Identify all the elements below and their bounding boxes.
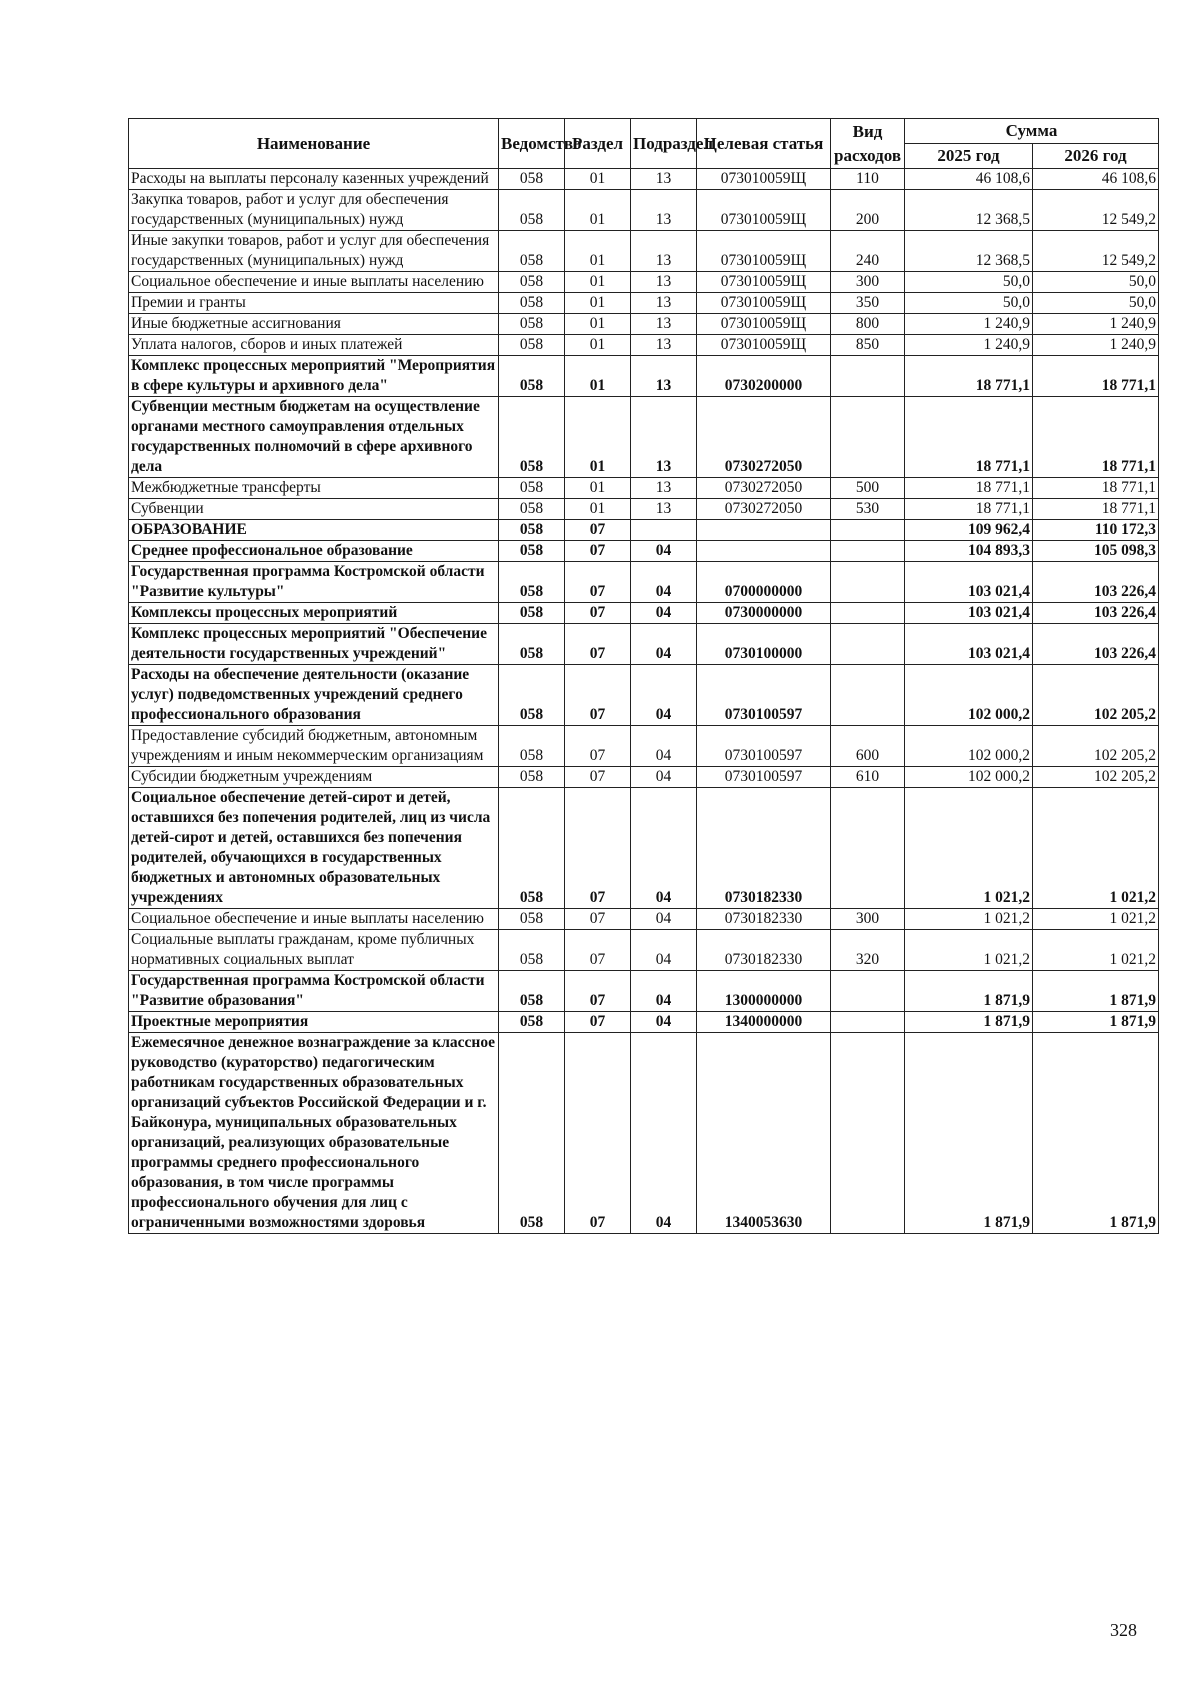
cell-2025: 1 871,9 [905, 1012, 1033, 1033]
table-row [129, 520, 1159, 541]
cell-name: Расходы на обеспечение деятельности (оказание услуг) подведомственных учреждений среднего профессионального образования [129, 665, 499, 726]
header-2025: 2025 год [905, 144, 1033, 169]
cell-2026: 102 205,2 [1033, 665, 1159, 726]
cell-vid: 300 [831, 272, 905, 293]
cell-podrazdel: 13 [631, 499, 697, 520]
cell-vid [831, 665, 905, 726]
cell-stat: 0700000000 [697, 562, 831, 603]
cell-ved: 058 [499, 356, 565, 397]
cell-razdel: 07 [565, 520, 631, 541]
cell-2026: 102 205,2 [1033, 726, 1159, 767]
cell-razdel: 07 [565, 909, 631, 930]
cell-razdel: 07 [565, 726, 631, 767]
cell-vid [831, 397, 905, 478]
cell-2026: 1 021,2 [1033, 930, 1159, 971]
header-razdel: Раздел [565, 119, 631, 169]
table-row [129, 356, 1159, 397]
cell-2025: 18 771,1 [905, 356, 1033, 397]
cell-name: Предоставление субсидий бюджетным, автономным учреждениям и иным некоммерческим организациям [129, 726, 499, 767]
table-row [129, 971, 1159, 1012]
header-summa: Сумма [905, 119, 1159, 144]
cell-2026: 103 226,4 [1033, 603, 1159, 624]
cell-ved: 058 [499, 293, 565, 314]
cell-podrazdel: 04 [631, 562, 697, 603]
cell-2025: 102 000,2 [905, 767, 1033, 788]
cell-podrazdel: 13 [631, 231, 697, 272]
cell-2026: 103 226,4 [1033, 624, 1159, 665]
cell-name: Социальное обеспечение детей-сирот и детей, оставшихся без попечения родителей, лиц из числа детей-сирот и детей, оставшихся без попечения родителей, обучающихся в государственных бюджетных и автономных образовательных учреждениях [129, 788, 499, 909]
table-body [129, 169, 1159, 1234]
cell-vid: 610 [831, 767, 905, 788]
cell-ved: 058 [499, 190, 565, 231]
cell-razdel: 01 [565, 231, 631, 272]
cell-stat: 0730100000 [697, 624, 831, 665]
cell-podrazdel: 04 [631, 788, 697, 909]
cell-ved: 058 [499, 665, 565, 726]
cell-stat: 073010059Щ [697, 231, 831, 272]
cell-razdel: 01 [565, 356, 631, 397]
cell-vid [831, 356, 905, 397]
cell-2025: 104 893,3 [905, 541, 1033, 562]
cell-2025: 103 021,4 [905, 562, 1033, 603]
cell-2025: 1 021,2 [905, 788, 1033, 909]
header-name: Наименование [129, 119, 499, 169]
table-row [129, 190, 1159, 231]
cell-vid [831, 562, 905, 603]
cell-ved: 058 [499, 1033, 565, 1234]
table-row [129, 397, 1159, 478]
cell-stat: 1340000000 [697, 1012, 831, 1033]
cell-ved: 058 [499, 930, 565, 971]
cell-stat: 073010059Щ [697, 314, 831, 335]
table-row [129, 909, 1159, 930]
cell-name: Расходы на выплаты персоналу казенных учреждений [129, 169, 499, 190]
cell-2025: 103 021,4 [905, 603, 1033, 624]
table-row [129, 478, 1159, 499]
page-number: 328 [1110, 1620, 1137, 1640]
header-ved: Ведомство [499, 119, 565, 169]
cell-name: Социальные выплаты гражданам, кроме публичных нормативных социальных выплат [129, 930, 499, 971]
cell-razdel: 01 [565, 478, 631, 499]
table-row [129, 272, 1159, 293]
cell-podrazdel: 13 [631, 314, 697, 335]
cell-vid: 320 [831, 930, 905, 971]
cell-podrazdel: 04 [631, 1012, 697, 1033]
cell-razdel: 01 [565, 397, 631, 478]
table-row [129, 603, 1159, 624]
cell-name: Премии и гранты [129, 293, 499, 314]
cell-ved: 058 [499, 1012, 565, 1033]
cell-2025: 1 021,2 [905, 930, 1033, 971]
cell-podrazdel: 04 [631, 971, 697, 1012]
cell-2025: 1 240,9 [905, 335, 1033, 356]
cell-2025: 18 771,1 [905, 478, 1033, 499]
cell-stat: 0730182330 [697, 909, 831, 930]
cell-podrazdel: 04 [631, 665, 697, 726]
budget-table-sheet [128, 118, 1158, 1234]
cell-podrazdel: 04 [631, 541, 697, 562]
cell-2025: 18 771,1 [905, 397, 1033, 478]
table-row [129, 231, 1159, 272]
cell-2026: 1 240,9 [1033, 314, 1159, 335]
table-row [129, 314, 1159, 335]
cell-vid: 300 [831, 909, 905, 930]
cell-razdel: 07 [565, 788, 631, 909]
cell-razdel: 01 [565, 293, 631, 314]
cell-2026: 18 771,1 [1033, 499, 1159, 520]
cell-vid: 200 [831, 190, 905, 231]
cell-stat: 0730272050 [697, 397, 831, 478]
cell-podrazdel [631, 520, 697, 541]
cell-razdel: 01 [565, 190, 631, 231]
cell-vid [831, 788, 905, 909]
cell-ved: 058 [499, 499, 565, 520]
cell-podrazdel: 04 [631, 624, 697, 665]
cell-vid [831, 1033, 905, 1234]
cell-razdel: 01 [565, 314, 631, 335]
cell-name: Уплата налогов, сборов и иных платежей [129, 335, 499, 356]
cell-razdel: 07 [565, 1012, 631, 1033]
cell-razdel: 07 [565, 1033, 631, 1234]
table-row [129, 335, 1159, 356]
cell-podrazdel: 13 [631, 478, 697, 499]
cell-ved: 058 [499, 478, 565, 499]
cell-2026: 110 172,3 [1033, 520, 1159, 541]
cell-name: Комплекс процессных мероприятий "Мероприятия в сфере культуры и архивного дела" [129, 356, 499, 397]
cell-stat: 0730000000 [697, 603, 831, 624]
cell-ved: 058 [499, 726, 565, 767]
table-row [129, 541, 1159, 562]
cell-razdel: 07 [565, 971, 631, 1012]
cell-razdel: 07 [565, 541, 631, 562]
cell-name: Социальное обеспечение и иные выплаты населению [129, 272, 499, 293]
cell-stat: 0730200000 [697, 356, 831, 397]
cell-stat: 073010059Щ [697, 293, 831, 314]
table-row [129, 499, 1159, 520]
cell-ved: 058 [499, 788, 565, 909]
cell-stat: 1340053630 [697, 1033, 831, 1234]
cell-stat [697, 541, 831, 562]
cell-razdel: 01 [565, 169, 631, 190]
cell-name: Субвенции местным бюджетам на осуществление органами местного самоуправления отдельных государственных полномочий в сфере архивного дела [129, 397, 499, 478]
cell-stat: 0730272050 [697, 499, 831, 520]
cell-vid: 110 [831, 169, 905, 190]
header-vid: Вид расходов [831, 119, 905, 169]
table-row [129, 726, 1159, 767]
cell-2025: 102 000,2 [905, 726, 1033, 767]
cell-razdel: 07 [565, 930, 631, 971]
cell-podrazdel: 13 [631, 272, 697, 293]
cell-vid: 240 [831, 231, 905, 272]
cell-ved: 058 [499, 272, 565, 293]
cell-stat: 0730100597 [697, 767, 831, 788]
cell-vid [831, 541, 905, 562]
cell-podrazdel: 13 [631, 293, 697, 314]
cell-stat: 0730182330 [697, 788, 831, 909]
cell-2026: 12 549,2 [1033, 231, 1159, 272]
cell-2025: 18 771,1 [905, 499, 1033, 520]
cell-stat: 073010059Щ [697, 335, 831, 356]
cell-name: Ежемесячное денежное вознаграждение за классное руководство (кураторство) педагогическим работникам государственных образовательных организаций субъектов Российской Федерации и г. Байконура, муниципальных образовательных организаций, реализующих образовательные программы среднего профессионального образования, в том числе программы профессионального обучения для лиц с ограниченными возможностями здоровья [129, 1033, 499, 1234]
cell-2026: 1 871,9 [1033, 971, 1159, 1012]
cell-stat: 073010059Щ [697, 272, 831, 293]
cell-ved: 058 [499, 169, 565, 190]
table-row [129, 169, 1159, 190]
cell-2026: 1 871,9 [1033, 1033, 1159, 1234]
cell-podrazdel: 04 [631, 930, 697, 971]
table-row [129, 665, 1159, 726]
cell-ved: 058 [499, 541, 565, 562]
cell-name: Проектные мероприятия [129, 1012, 499, 1033]
cell-2026: 1 240,9 [1033, 335, 1159, 356]
cell-2025: 1 240,9 [905, 314, 1033, 335]
cell-stat: 0730100597 [697, 726, 831, 767]
cell-podrazdel: 04 [631, 603, 697, 624]
cell-ved: 058 [499, 520, 565, 541]
cell-podrazdel: 04 [631, 726, 697, 767]
cell-2025: 1 021,2 [905, 909, 1033, 930]
cell-vid [831, 1012, 905, 1033]
cell-razdel: 07 [565, 562, 631, 603]
cell-name: Государственная программа Костромской области "Развитие культуры" [129, 562, 499, 603]
cell-ved: 058 [499, 603, 565, 624]
cell-2025: 46 108,6 [905, 169, 1033, 190]
cell-podrazdel: 13 [631, 169, 697, 190]
cell-2026: 105 098,3 [1033, 541, 1159, 562]
cell-2026: 18 771,1 [1033, 478, 1159, 499]
cell-2026: 50,0 [1033, 272, 1159, 293]
budget-table [128, 118, 1159, 1234]
cell-stat: 1300000000 [697, 971, 831, 1012]
cell-vid: 850 [831, 335, 905, 356]
header-2026: 2026 год [1033, 144, 1159, 169]
cell-ved: 058 [499, 767, 565, 788]
cell-ved: 058 [499, 971, 565, 1012]
cell-2025: 50,0 [905, 272, 1033, 293]
cell-2025: 12 368,5 [905, 231, 1033, 272]
table-row [129, 1012, 1159, 1033]
cell-name: Иные бюджетные ассигнования [129, 314, 499, 335]
cell-2026: 1 021,2 [1033, 788, 1159, 909]
cell-2025: 102 000,2 [905, 665, 1033, 726]
cell-podrazdel: 13 [631, 356, 697, 397]
cell-razdel: 07 [565, 603, 631, 624]
cell-name: Социальное обеспечение и иные выплаты населению [129, 909, 499, 930]
cell-name: Субсидии бюджетным учреждениям [129, 767, 499, 788]
cell-2025: 109 962,4 [905, 520, 1033, 541]
cell-razdel: 07 [565, 767, 631, 788]
cell-ved: 058 [499, 909, 565, 930]
cell-vid [831, 971, 905, 1012]
cell-stat: 073010059Щ [697, 169, 831, 190]
cell-vid: 800 [831, 314, 905, 335]
cell-2025: 103 021,4 [905, 624, 1033, 665]
cell-name: Государственная программа Костромской области "Развитие образования" [129, 971, 499, 1012]
cell-2026: 1 871,9 [1033, 1012, 1159, 1033]
cell-2026: 18 771,1 [1033, 397, 1159, 478]
cell-stat: 0730100597 [697, 665, 831, 726]
table-row [129, 930, 1159, 971]
cell-podrazdel: 04 [631, 909, 697, 930]
cell-ved: 058 [499, 231, 565, 272]
cell-name: Межбюджетные трансферты [129, 478, 499, 499]
cell-razdel: 01 [565, 272, 631, 293]
cell-podrazdel: 04 [631, 1033, 697, 1234]
cell-2025: 12 368,5 [905, 190, 1033, 231]
cell-vid [831, 624, 905, 665]
cell-stat: 0730272050 [697, 478, 831, 499]
cell-razdel: 07 [565, 665, 631, 726]
cell-vid: 530 [831, 499, 905, 520]
cell-2026: 102 205,2 [1033, 767, 1159, 788]
cell-2026: 1 021,2 [1033, 909, 1159, 930]
cell-2026: 103 226,4 [1033, 562, 1159, 603]
table-row [129, 788, 1159, 909]
cell-2026: 12 549,2 [1033, 190, 1159, 231]
cell-razdel: 01 [565, 335, 631, 356]
cell-stat: 0730182330 [697, 930, 831, 971]
header-podrazdel: Подраздел [631, 119, 697, 169]
cell-vid [831, 603, 905, 624]
cell-vid: 600 [831, 726, 905, 767]
cell-podrazdel: 13 [631, 335, 697, 356]
cell-vid: 350 [831, 293, 905, 314]
cell-ved: 058 [499, 562, 565, 603]
cell-ved: 058 [499, 335, 565, 356]
cell-podrazdel: 13 [631, 190, 697, 231]
cell-stat [697, 520, 831, 541]
cell-2025: 1 871,9 [905, 1033, 1033, 1234]
table-row [129, 624, 1159, 665]
cell-ved: 058 [499, 624, 565, 665]
cell-ved: 058 [499, 397, 565, 478]
cell-podrazdel: 13 [631, 397, 697, 478]
cell-vid [831, 520, 905, 541]
cell-razdel: 07 [565, 624, 631, 665]
table-row [129, 1033, 1159, 1234]
cell-name: Закупка товаров, работ и услуг для обеспечения государственных (муниципальных) нужд [129, 190, 499, 231]
cell-name: Комплекс процессных мероприятий "Обеспечение деятельности государственных учреждений" [129, 624, 499, 665]
cell-name: ОБРАЗОВАНИЕ [129, 520, 499, 541]
cell-stat: 073010059Щ [697, 190, 831, 231]
cell-vid: 500 [831, 478, 905, 499]
cell-2026: 18 771,1 [1033, 356, 1159, 397]
cell-razdel: 01 [565, 499, 631, 520]
table-row [129, 293, 1159, 314]
cell-2026: 50,0 [1033, 293, 1159, 314]
cell-2025: 50,0 [905, 293, 1033, 314]
table-row [129, 767, 1159, 788]
cell-name: Среднее профессиональное образование [129, 541, 499, 562]
cell-name: Субвенции [129, 499, 499, 520]
cell-podrazdel: 04 [631, 767, 697, 788]
cell-2025: 1 871,9 [905, 971, 1033, 1012]
table-row [129, 562, 1159, 603]
cell-name: Иные закупки товаров, работ и услуг для обеспечения государственных (муниципальных) нужд [129, 231, 499, 272]
header-stat: Целевая статья [697, 119, 831, 169]
cell-ved: 058 [499, 314, 565, 335]
cell-name: Комплексы процессных мероприятий [129, 603, 499, 624]
cell-2026: 46 108,6 [1033, 169, 1159, 190]
